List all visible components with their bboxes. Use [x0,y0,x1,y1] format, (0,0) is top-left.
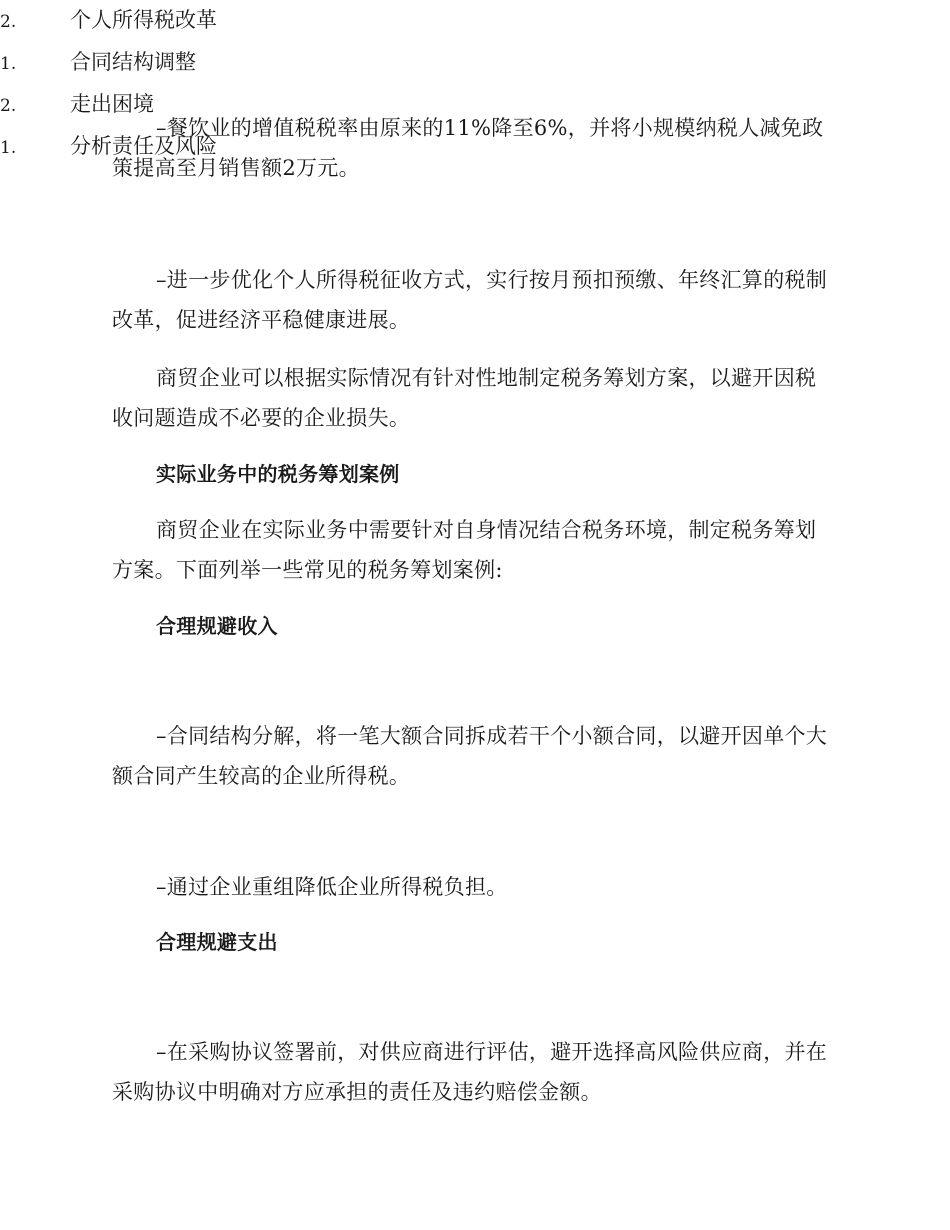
list-item-contract-structure [0,42,676,84]
paragraph-income-tax-detail: –进一步优化个人所得税征收方式，实行按月预扣预缴、年终汇算的税制改革，促进经济平稳健康进展。 [112,268,828,332]
list-item-label: 走出困境 [70,92,154,116]
list-item-label: 分析责任及风险 [70,134,217,158]
heading-tax-planning-cases: 实际业务中的税务筹划案例 [156,462,400,486]
heading-avoid-income: 合理规避收入 [156,614,278,638]
paragraph-cases-intro: 商贸企业在实际业务中需要针对自身情况结合税务环境，制定税务筹划方案。下面列举一些常见的税务筹划案例: [112,518,817,582]
list-number: 2. [0,12,17,32]
list-number: 2. [0,96,17,116]
list-number: 1. [0,138,17,158]
paragraph-restructuring-detail: –通过企业重组降低企业所得税负担。 [156,875,508,899]
list-item-label: 合同结构调整 [70,50,196,74]
paragraph-contract-split: –合同结构分解，将一笔大额合同拆成若干个小额合同，以避开因单个大额合同产生较高的企业所得税。 [112,724,828,788]
heading-avoid-expenses: 合理规避支出 [156,930,278,954]
paragraph-supplier-evaluation: –在采购协议签署前，对供应商进行评估，避开选择高风险供应商，并在采购协议中明确对方应承担的责任及违约赔偿金额。 [112,1040,828,1104]
list-item-label: 个人所得税改革 [70,8,217,32]
paragraph-vat-catering: –餐饮业的增值税税率由原来的11%降至6%，并将小规模纳税人减免政策提高至月销售额2万元。 [112,116,824,180]
list-item-income-tax-reform [0,0,676,42]
paragraph-tax-planning-summary: 商贸企业可以根据实际情况有针对性地制定税务筹划方案，以避开因税收问题造成不必要的企业损失。 [112,366,817,430]
list-number: 1. [0,54,17,74]
